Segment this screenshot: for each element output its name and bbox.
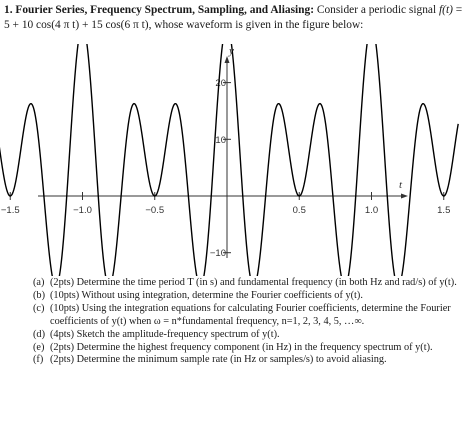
signal-name: f(t): [438, 4, 453, 16]
y-axis-label: y: [229, 45, 234, 57]
y-axis-arrow: [225, 56, 230, 63]
question-text: (4pts) Sketch the amplitude-frequency spectrum of y(t).: [50, 328, 280, 340]
problem-intro: Consider a periodic signal: [316, 4, 437, 16]
question-text: (10pts) Without using integration, determine the Fourier coefficients of y(t).: [50, 289, 363, 301]
question-label: (d): [33, 328, 46, 340]
y-tick-label: −10: [209, 248, 226, 260]
question-list: [33, 277, 463, 367]
x-axis-arrow: [401, 194, 408, 199]
question-item: [33, 342, 463, 355]
question-label: (b): [33, 289, 46, 301]
question-item: [33, 303, 463, 329]
question-text: (2pts) Determine the time period T (in s) and fundamental frequency (in both Hz and rad/s) of y(t).: [50, 277, 457, 288]
problem-number: 1.: [4, 4, 13, 16]
problem-title: Fourier Series, Frequency Spectrum, Sampling, and Aliasing:: [15, 4, 314, 16]
question-label: (e): [33, 341, 45, 353]
question-item: [33, 354, 463, 367]
question-label: (a): [33, 277, 45, 288]
question-text: (10pts) Using the integration equations for calculating Fourier coefficients, determine the Fourier coefficients of y(t) when ω = n*fundamental frequency, n=1, 2, 3, 4, 5, …∞.: [50, 302, 451, 327]
y-tick-label: 10: [215, 134, 226, 146]
y-tick-label: 20: [215, 78, 226, 90]
question-item: [33, 277, 463, 290]
waveform-chart: [0, 44, 474, 276]
x-tick-label: −1.5: [0, 205, 20, 216]
question-label: (c): [33, 302, 45, 314]
question-label: (f): [33, 354, 44, 366]
x-tick-label: 0.5: [292, 205, 306, 216]
signal-equation: = 5 + 10 cos(4 π t) + 15 cos(6 π t), whose waveform is given in the figure below:: [4, 4, 463, 31]
x-tick-label: 1.5: [437, 205, 451, 216]
x-axis-label: t: [399, 179, 403, 191]
waveform-line: [0, 44, 458, 276]
question-item: [33, 329, 463, 342]
x-tick-label: −0.5: [145, 205, 165, 216]
question-text: (2pts) Determine the minimum sample rate (in Hz or samples/s) to avoid aliasing.: [50, 354, 387, 366]
x-tick-label: 1.0: [364, 205, 379, 216]
problem-statement: [4, 3, 470, 32]
question-text: (2pts) Determine the highest frequency component (in Hz) in the frequency spectrum of y(t).: [50, 341, 433, 353]
x-tick-label: −1.0: [73, 205, 92, 216]
question-item: [33, 290, 463, 303]
